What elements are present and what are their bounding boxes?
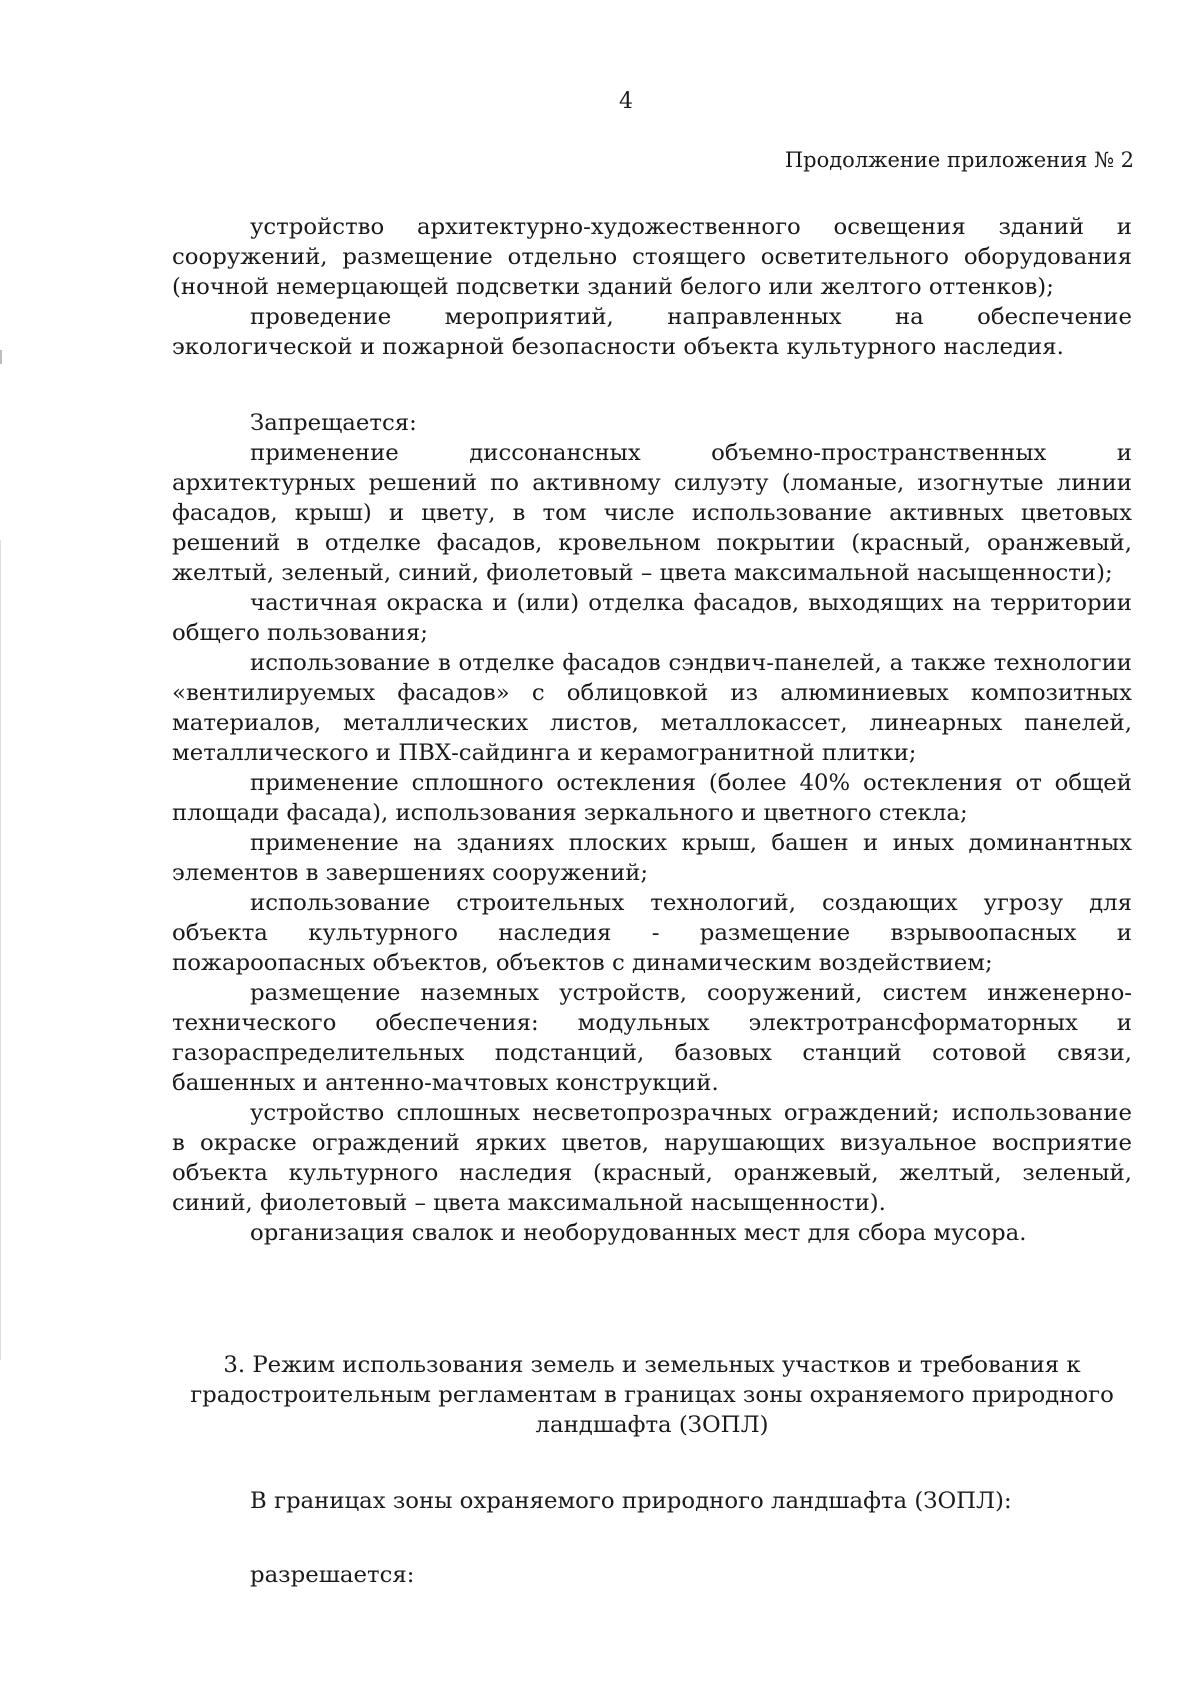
allowed-label: разрешается: [250,1562,415,1588]
paragraph: использование в отделке фасадов сэндвич-панелей, а также технологии «вентилируемых фасадов» с облицовкой из алюминиевых композитных материалов, металлических листов, металлокассет, линеарных панелей, металлического и ПВХ-сайдинга и керамогранитной плитки; [172,650,1132,766]
allowed-measures-block [172,212,1132,362]
section-3-heading: 3. Режим использования земель и земельных участков и требования к градостроительным регламентам в границах зоны охраняемого природного ландшафта (ЗОПЛ) [190,1352,1114,1438]
allowed-label-block [172,1560,1132,1590]
paragraph: устройство архитектурно-художественного освещения зданий и сооружений, размещение отдельно стоящего осветительного оборудования (ночной немерцающей подсветки зданий белого или желтого оттенков); [172,214,1132,300]
scan-edge-mark [0,350,2,364]
scan-edge-mark [0,540,1,1360]
page-number: 4 [619,89,633,114]
paragraph: размещение наземных устройств, сооружений, систем инженерно-технического обеспечения: модульных электротрансформаторных и газораспределительных подстанций, базовых станций сотовой связи, башенных и антенно-мачтовых конструкций. [172,980,1132,1096]
paragraph: применение диссонансных объемно-пространственных и архитектурных решений по активному силуэту (ломаные, изогнутые линии фасадов, крыш) и цвету, в том числе использование активных цветовых решений в отделке фасадов, кровельном покрытии (красный, оранжевый, желтый, зеленый, синий, фиолетовый – цвета максимальной насыщенности); [172,440,1132,586]
zone-intro-block [172,1486,1132,1516]
appendix-continuation-note: Продолжение приложения № 2 [784,148,1134,172]
paragraph: устройство сплошных несветопрозрачных ограждений; использование в окраске ограждений ярких цветов, нарушающих визуальное восприятие объекта культурного наследия (красный, оранжевый, желтый, зеленый, синий, фиолетовый – цвета максимальной насыщенности). [172,1100,1132,1216]
paragraph: применение сплошного остекления (более 40% остекления от общей площади фасада), использования зеркального и цветного стекла; [172,770,1132,826]
paragraph: организация свалок и необорудованных мест для сбора мусора. [250,1220,1027,1246]
zone-intro: В границах зоны охраняемого природного ландшафта (ЗОПЛ): [250,1488,1012,1514]
paragraph: частичная окраска и (или) отделка фасадов, выходящих на территории общего пользования; [172,590,1132,646]
forbidden-label: Запрещается: [250,410,417,436]
forbidden-measures-block [172,408,1132,1248]
paragraph: использование строительных технологий, создающих угрозу для объекта культурного наследия - размещение взрывоопасных и пожароопасных объектов, объектов с динамическим воздействием; [172,890,1132,976]
paragraph: проведение мероприятий, направленных на обеспечение экологической и пожарной безопасности объекта культурного наследия. [172,304,1132,360]
paragraph: применение на зданиях плоских крыш, башен и иных доминантных элементов в завершениях сооружений; [172,830,1132,886]
